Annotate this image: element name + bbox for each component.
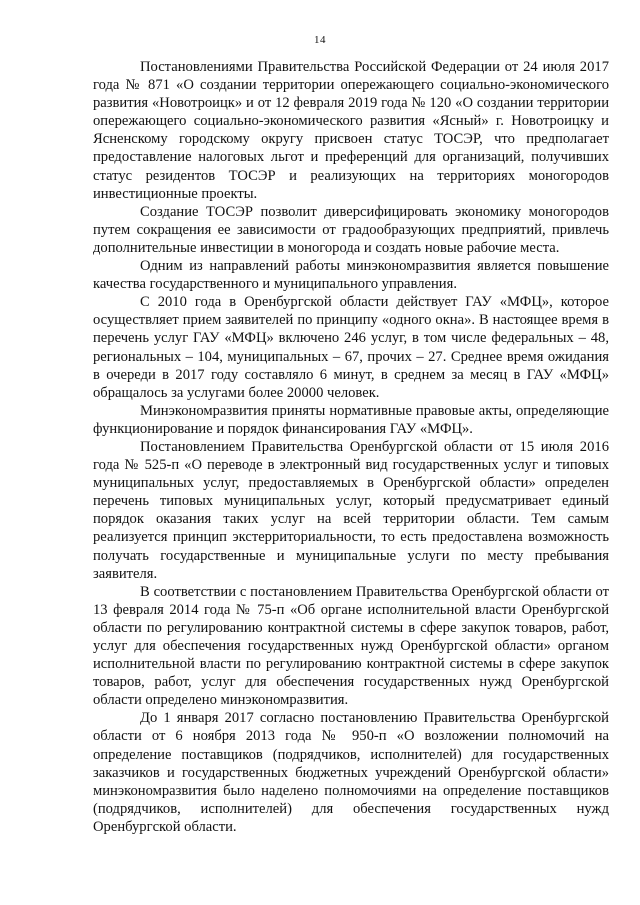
paragraph-mfc-services: С 2010 года в Оренбургской области действует ГАУ «МФЦ», которое осуществляет прием заявителей по принципу «одного окна». В настоящее время в перечень услуг ГАУ «МФЦ» включено 246 услуг, в том числе федеральных – 48, региональных – 104, муниципальных – 67, прочих – 27. Среднее время ожидания в очереди в 2017 году составляло 6 минут, в среднем за месяц в ГАУ «МФЦ» обращалось за услугами более 20000 человек.: [93, 294, 609, 401]
page-number: 14: [314, 34, 326, 46]
paragraph-tosor-purpose: Создание ТОСЭР позволит диверсифицировать экономику моногородов путем сокращения ее зависимости от градообразующих предприятий, привлечь дополнительные инвестиции в моногорода и создать новые рабочие места.: [93, 203, 609, 256]
document-body: [93, 58, 609, 836]
paragraph-procurement-authority: В соответствии с постановлением Правительства Оренбургской области от 13 февраля 2014 года № 75-п «Об органе исполнительной власти Оренбургской области по регулированию контрактной системы в сфере закупок товаров, работ, услуг для обеспечения государственных нужд Оренбургской области» органом исполнительной власти по регулированию контрактной системы в сфере закупок товаров, работ, услуг для обеспечения государственных нужд Оренбургской области определено минэкономразвития.: [93, 583, 609, 709]
paragraph-governance-quality: Одним из направлений работы минэкономразвития является повышение качества государственного и муниципального управления.: [93, 258, 609, 293]
paragraph-tosor-decrees: Постановлениями Правительства Российской Федерации от 24 июля 2017 года № 871 «О создании территории опережающего социально-экономического развития «Новотроицк» и от 12 февраля 2019 года № 120 «О создании территории опережающего социально-экономического развития «Ясный» г. Новотроицку и Ясненскому городскому округу присвоен статус ТОСЭР, что предполагает предоставление налоговых льгот и преференций для организаций, получивших статус резидентов ТОСЭР и реализующих на территориях моногородов инвестиционные проекты.: [93, 59, 609, 202]
paragraph-electronic-services: Постановлением Правительства Оренбургской области от 15 июля 2016 года № 525-п «О переводе в электронный вид государственных услуг и типовых муниципальных услуг, предоставляемых в Оренбургской области» определен перечень типовых муниципальных услуг, который предусматривает единый порядок оказания таких услуг на всей территории области. Тем самым реализуется принцип экстерриториальности, то есть предоставлена возможность получать государственные и муниципальные услуги по месту пребывания заявителя.: [93, 438, 609, 582]
paragraph-mfc-regulation: Минэкономразвития приняты нормативные правовые акты, определяющие функционирование и порядок финансирования ГАУ «МФЦ».: [93, 402, 609, 437]
paragraph-supplier-determination: До 1 января 2017 согласно постановлению Правительства Оренбургской области от 6 ноября 2013 года № 950-п «О возложении полномочий на определение поставщиков (подрядчиков, исполнителей) для государственных заказчиков и государственных бюджетных учреждений Оренбургской области» минэкономразвития было наделено полномочиями на определение поставщиков (подрядчиков, исполнителей) для обеспечения государственных нужд Оренбургской области.: [93, 710, 609, 835]
